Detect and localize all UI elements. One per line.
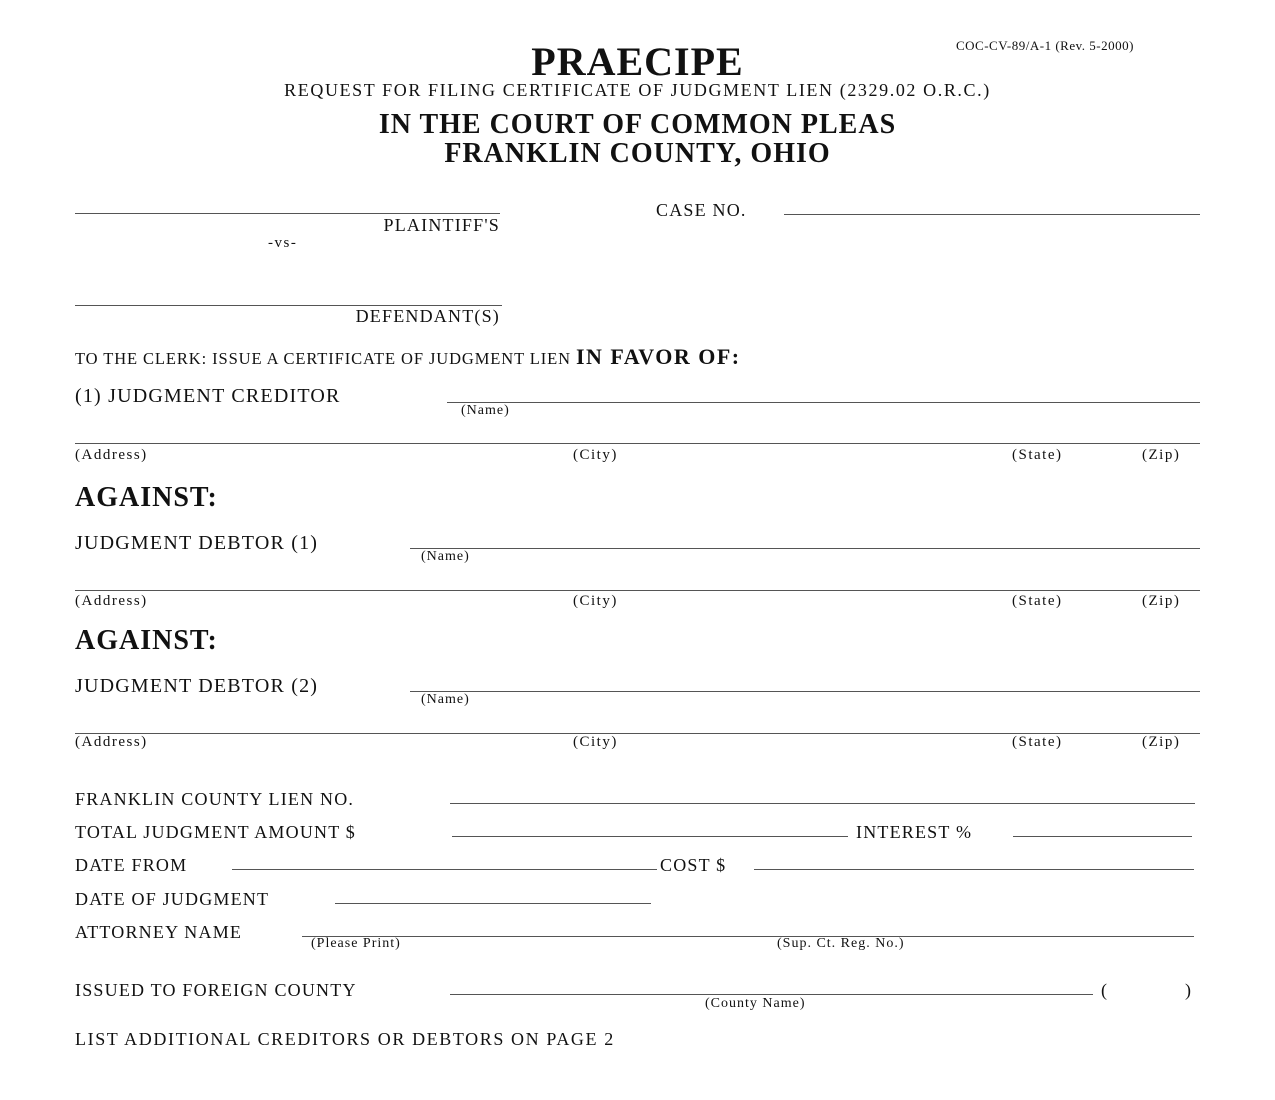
creditor-name-caption: (Name) [461, 403, 510, 418]
address-caption: (Address) [75, 734, 148, 750]
interest-label: INTEREST % [856, 822, 973, 842]
lien-no-field[interactable] [450, 803, 1195, 804]
cost-field[interactable] [754, 869, 1194, 870]
versus-label: -vs- [268, 235, 298, 251]
zip-caption: (Zip) [1142, 593, 1181, 609]
creditor-address-field[interactable] [75, 443, 1200, 444]
judgment-debtor-2-label: JUDGMENT DEBTOR (2) [75, 675, 319, 697]
paren-close: ) [1185, 980, 1193, 1000]
foreign-county-label: ISSUED TO FOREIGN COUNTY [75, 980, 357, 1000]
address-caption: (Address) [75, 593, 148, 609]
attorney-name-field[interactable] [302, 936, 1194, 937]
state-caption: (State) [1012, 593, 1063, 609]
form-subtitle: REQUEST FOR FILING CERTIFICATE OF JUDGMENT LIEN (2329.02 O.R.C.) [284, 80, 991, 100]
defendant-label: DEFENDANT(S) [355, 306, 500, 326]
city-caption: (City) [573, 593, 618, 609]
city-caption: (City) [573, 734, 618, 750]
date-from-label: DATE FROM [75, 855, 188, 875]
clerk-instruction [75, 346, 741, 368]
footer-note: LIST ADDITIONAL CREDITORS OR DEBTORS ON PAGE 2 [75, 1029, 615, 1049]
plaintiff-field[interactable] [75, 213, 500, 214]
paren-open: ( [1101, 980, 1109, 1000]
plaintiff-label: PLAINTIFF'S [383, 215, 500, 235]
court-name: IN THE COURT OF COMMON PLEAS [378, 109, 897, 140]
form-title: PRAECIPE [531, 39, 744, 84]
judgment-debtor-1-label: JUDGMENT DEBTOR (1) [75, 532, 319, 554]
total-amount-field[interactable] [452, 836, 848, 837]
date-of-judgment-field[interactable] [335, 903, 651, 904]
case-no-field[interactable] [784, 214, 1200, 215]
judgment-creditor-label: (1) JUDGMENT CREDITOR [75, 385, 341, 407]
county-name-caption: (County Name) [705, 996, 806, 1011]
debtor-1-name-caption: (Name) [421, 549, 470, 564]
state-caption: (State) [1012, 734, 1063, 750]
state-caption: (State) [1012, 447, 1063, 463]
debtor-1-address-field[interactable] [75, 590, 1200, 591]
address-caption: (Address) [75, 447, 148, 463]
cost-label: COST $ [660, 855, 727, 875]
foreign-county-field[interactable] [450, 994, 1093, 995]
court-county: FRANKLIN COUNTY, OHIO [444, 138, 831, 169]
creditor-name-field[interactable] [447, 402, 1200, 403]
date-from-field[interactable] [232, 869, 657, 870]
instruction-text: TO THE CLERK: ISSUE A CERTIFICATE OF JUDGMENT LIEN [75, 349, 571, 368]
interest-field[interactable] [1013, 836, 1192, 837]
lien-no-label: FRANKLIN COUNTY LIEN NO. [75, 789, 355, 809]
zip-caption: (Zip) [1142, 447, 1181, 463]
in-favor-of: IN FAVOR OF: [575, 344, 741, 369]
please-print-caption: (Please Print) [311, 936, 401, 951]
debtor-2-name-field[interactable] [410, 691, 1200, 692]
sup-ct-reg-caption: (Sup. Ct. Reg. No.) [777, 936, 905, 951]
against-heading: AGAINST: [75, 625, 218, 656]
form-code: COC-CV-89/A-1 (Rev. 5-2000) [956, 38, 1134, 53]
date-of-judgment-label: DATE OF JUDGMENT [75, 889, 270, 909]
total-amount-label: TOTAL JUDGMENT AMOUNT $ [75, 822, 356, 842]
against-heading: AGAINST: [75, 482, 218, 513]
attorney-name-label: ATTORNEY NAME [75, 922, 243, 942]
case-no-label: CASE NO. [656, 200, 747, 220]
city-caption: (City) [573, 447, 618, 463]
zip-caption: (Zip) [1142, 734, 1181, 750]
debtor-2-name-caption: (Name) [421, 692, 470, 707]
debtor-1-name-field[interactable] [410, 548, 1200, 549]
